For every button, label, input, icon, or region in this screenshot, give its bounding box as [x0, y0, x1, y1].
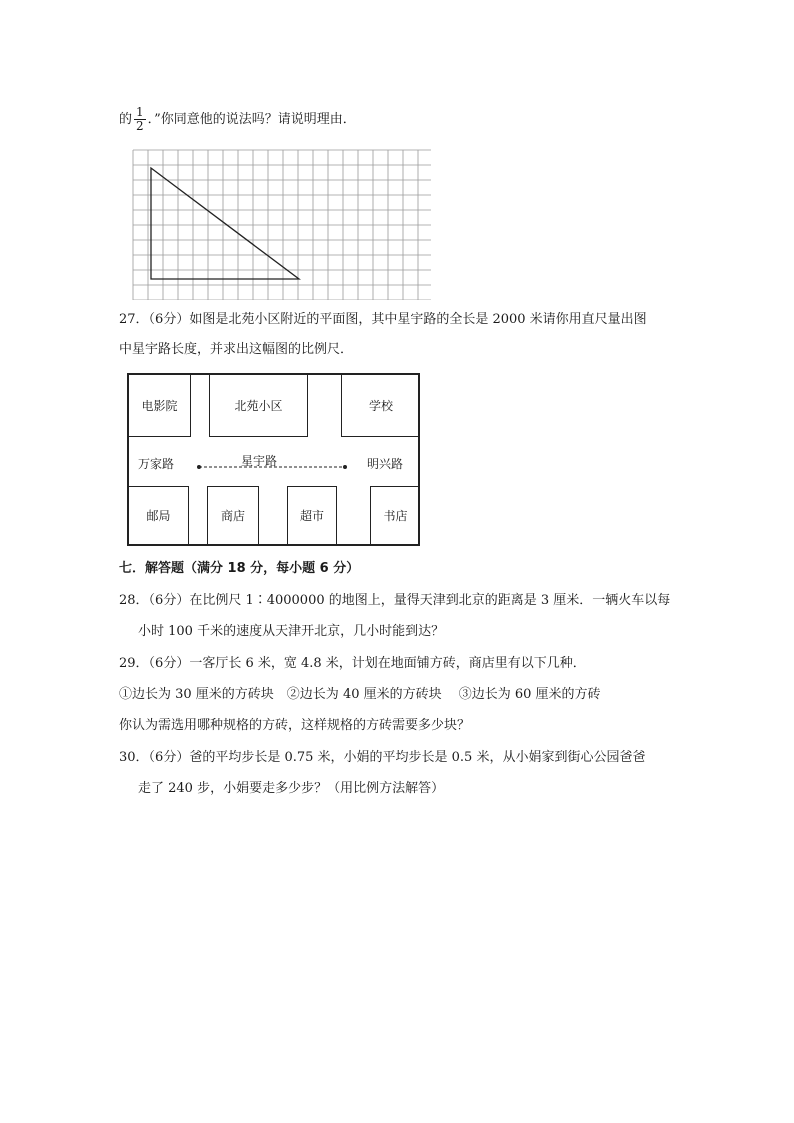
q26-suffix: ．”你同意他的说法吗？请说明理由． — [147, 112, 356, 127]
q29-options: ①边长为 30 厘米的方砖块 ②边长为 40 厘米的方砖块 ③边长为 60 厘米的方砖 — [119, 687, 601, 702]
fraction-numerator: 1 — [136, 105, 144, 119]
q30-line2: 走了 240 步，小娟要走多少步？（用比例方法解答） — [138, 781, 445, 796]
q30-line1: 30．（6分）爸的平均步长是 0.75 米，小娟的平均步长是 0.5 米，从小娟家到街心公园爸爸 — [119, 750, 646, 765]
q27-line1: 27．（6分）如图是北苑小区附近的平面图，其中星宇路的全长是 2000 米请你用直尺量出图 — [119, 312, 647, 327]
xingyu-endpoint-left — [197, 465, 201, 469]
q26-tail-line — [119, 106, 356, 133]
q28-line1: 28．（6分）在比例尺 1∶4000000 的地图上，量得天津到北京的距离是 3 厘米．一辆火车以每 — [119, 593, 671, 608]
building-supermarket: 超市 — [287, 486, 337, 544]
q29-line1: 29．（6分）一客厅长 6 米，宽 4.8 米，计划在地面铺方砖，商店里有以下几种． — [119, 656, 586, 671]
building-cinema: 电影院 — [129, 375, 191, 437]
fraction-one-half — [134, 106, 146, 133]
q26-prefix: 的 — [119, 112, 133, 127]
section7-title: 七．解答题（满分 18 分，每小题 6 分） — [119, 561, 360, 576]
street-map — [127, 373, 420, 546]
right-triangle — [151, 168, 299, 279]
fraction-denominator: 2 — [136, 119, 144, 133]
road-wanjia: 万家路 — [138, 457, 175, 471]
building-bookstore: 书店 — [370, 486, 420, 544]
grid-triangle-svg — [131, 148, 431, 300]
xingyu-endpoint-right — [343, 465, 347, 469]
q29-line3: 你认为需选用哪种规格的方砖，这样规格的方砖需要多少块？ — [119, 718, 471, 733]
building-post: 邮局 — [129, 486, 189, 544]
building-beiyuan: 北苑小区 — [209, 375, 308, 437]
q28-line2: 小时 100 千米的速度从天津开北京，几小时能到达？ — [138, 624, 445, 639]
building-school: 学校 — [341, 375, 420, 437]
grid-figure — [131, 148, 431, 304]
road-xingyu-label: 星宇路 — [241, 454, 278, 468]
road-mingxing: 明兴路 — [367, 457, 404, 471]
q27-line2: 中星宇路长度，并求出这幅图的比例尺． — [119, 342, 354, 357]
building-shop: 商店 — [207, 486, 259, 544]
